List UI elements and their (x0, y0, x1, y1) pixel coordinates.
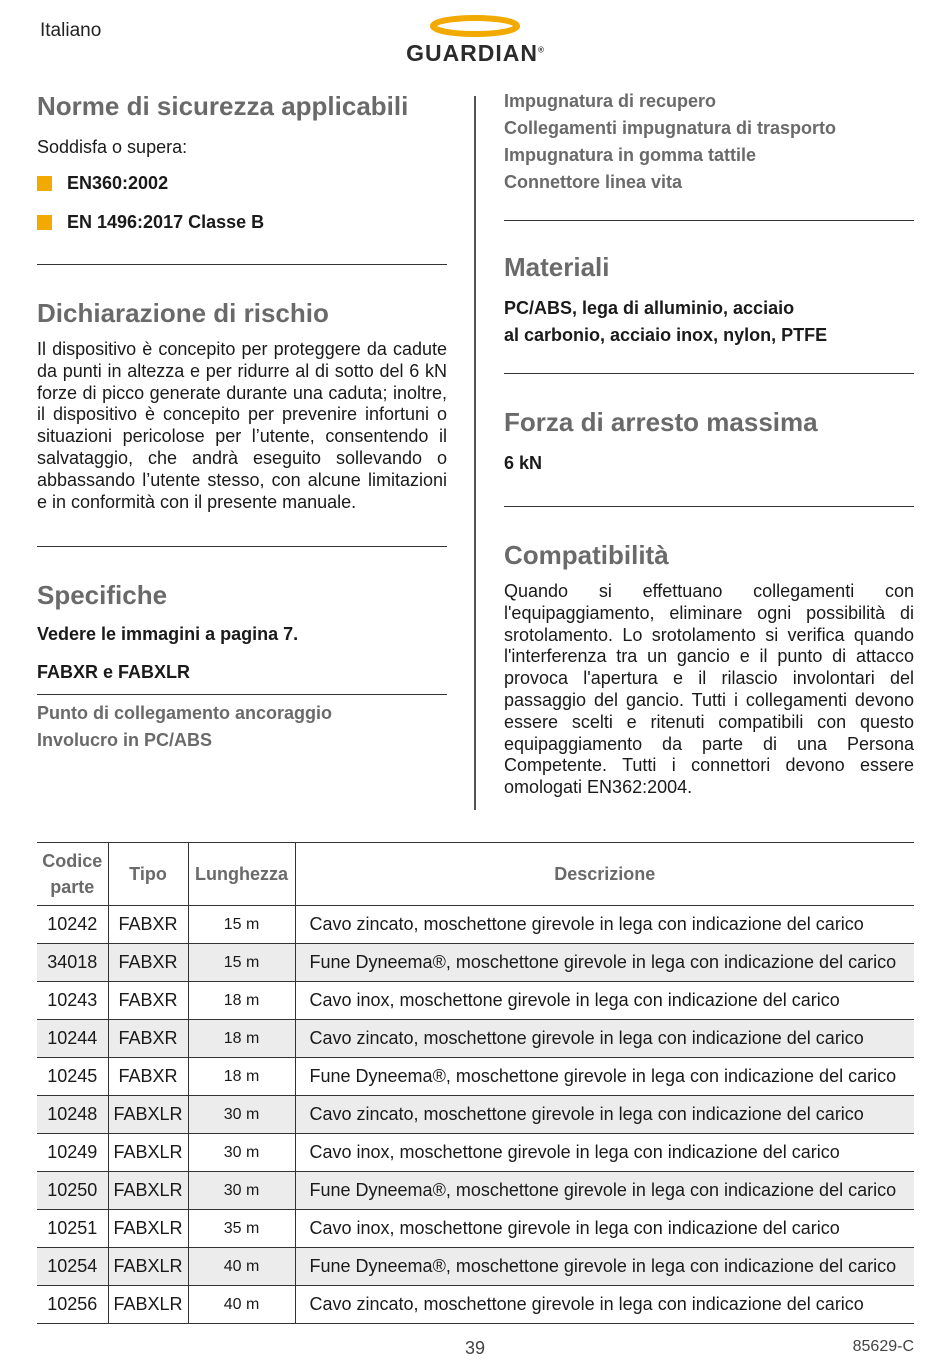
header-length: Lunghezza (188, 843, 295, 906)
bullet-square-icon (37, 215, 52, 230)
page-number: 39 (465, 1338, 486, 1358)
column-divider (474, 96, 476, 810)
part-code: 10249 (37, 1134, 108, 1172)
compat-text: Quando si effettuano collegamenti con l'equipaggiamento, eliminare ogni possibilità di srotolamento. Lo srotolamento si verifica quando l'interferenza tra un gancio e il punto di attacco provoca l'apertura e il rilascio involontari del passaggio del gancio. Tutti i collegamenti devono essere scelti e ritenuti compatibili con questo equipaggiamento da parte di una Persona Competente. Tutti i connettori devono essere omologati EN362:2004. (504, 581, 914, 798)
risk-title: Dichiarazione di rischio (37, 298, 329, 328)
section-divider (37, 264, 447, 265)
part-code: 10256 (37, 1286, 108, 1324)
table-row (37, 1096, 914, 1134)
feature-item: Impugnatura in gomma tattile (504, 145, 757, 165)
part-type: FABXLR (108, 1248, 188, 1286)
compat-title: Compatibilità (504, 540, 669, 570)
max-force-section (504, 406, 914, 474)
part-length: 15 m (188, 906, 295, 944)
specs-models: FABXR e FABXLR (37, 662, 191, 683)
section-divider (504, 220, 914, 221)
materials-line-2: al carbonio, acciaio inox, nylon, PTFE (504, 325, 828, 345)
bullet-square-icon (37, 176, 52, 191)
table-row (37, 1172, 914, 1210)
table-row (37, 1286, 914, 1324)
table-row (37, 1020, 914, 1058)
part-length: 30 m (188, 1096, 295, 1134)
section-divider (504, 373, 914, 374)
standards-section (37, 90, 447, 235)
table-row (37, 1134, 914, 1172)
part-description: Cavo zincato, moschettone girevole in lega con indicazione del carico (295, 1286, 914, 1324)
specs-see-images: Vedere le immagini a pagina 7. (37, 624, 299, 645)
header-part-code: Codice parte (42, 851, 103, 897)
table-row (37, 1210, 914, 1248)
part-code: 10254 (37, 1248, 108, 1286)
feature-list (37, 700, 447, 754)
standards-intro: Soddisfa o supera: (37, 137, 188, 157)
registered-mark: ® (538, 45, 544, 55)
part-length: 35 m (188, 1210, 295, 1248)
part-description: Cavo inox, moschettone girevole in lega con indicazione del carico (295, 982, 914, 1020)
document-code: 85629-C (852, 1338, 914, 1355)
part-length: 30 m (188, 1172, 295, 1210)
logo-swoosh-icon (428, 14, 522, 38)
left-column (37, 90, 447, 754)
part-code: 10243 (37, 982, 108, 1020)
part-description: Cavo zincato, moschettone girevole in lega con indicazione del carico (295, 1020, 914, 1058)
materials-section (504, 251, 914, 349)
table-row (37, 944, 914, 982)
part-type: FABXLR (108, 1096, 188, 1134)
part-code: 10248 (37, 1096, 108, 1134)
part-type: FABXR (108, 944, 188, 982)
part-type: FABXLR (108, 1286, 188, 1324)
max-force-value: 6 kN (504, 453, 543, 473)
specs-title: Specifiche (37, 580, 168, 611)
part-description: Cavo zincato, moschettone girevole in lega con indicazione del carico (295, 906, 914, 944)
standard-item: EN 1496:2017 Classe B (37, 209, 447, 235)
part-length: 18 m (188, 1058, 295, 1096)
table-row (37, 1248, 914, 1286)
right-column (504, 88, 914, 799)
part-type: FABXR (108, 906, 188, 944)
section-divider (37, 694, 447, 695)
part-description: Fune Dyneema®, moschettone girevole in lega con indicazione del carico (295, 1058, 914, 1096)
part-description: Fune Dyneema®, moschettone girevole in lega con indicazione del carico (295, 944, 914, 982)
part-code: 10251 (37, 1210, 108, 1248)
part-type: FABXR (108, 1058, 188, 1096)
table-row (37, 906, 914, 944)
part-length: 18 m (188, 982, 295, 1020)
part-code: 34018 (37, 944, 108, 982)
guardian-logo (384, 14, 566, 66)
feature-item: Involucro in PC/ABS (37, 730, 213, 751)
max-force-title: Forza di arresto massima (504, 407, 818, 437)
section-divider (504, 506, 914, 507)
materials-title: Materiali (504, 252, 610, 282)
brand-name: GUARDIAN (406, 40, 539, 66)
risk-section (37, 297, 447, 513)
table-row (37, 1058, 914, 1096)
standard-item: EN360:2002 (37, 170, 447, 196)
part-code: 10244 (37, 1020, 108, 1058)
feature-list-continued (504, 88, 914, 196)
part-length: 15 m (188, 944, 295, 982)
part-code: 10250 (37, 1172, 108, 1210)
part-description: Fune Dyneema®, moschettone girevole in lega con indicazione del carico (295, 1248, 914, 1286)
part-type: FABXR (108, 1020, 188, 1058)
part-description: Fune Dyneema®, moschettone girevole in lega con indicazione del carico (295, 1172, 914, 1210)
feature-item: Impugnatura di recupero (504, 91, 717, 111)
section-divider (37, 546, 447, 547)
table-row (37, 982, 914, 1020)
feature-item: Punto di collegamento ancoraggio (37, 703, 333, 724)
feature-item: Connettore linea vita (504, 172, 683, 192)
part-code: 10245 (37, 1058, 108, 1096)
part-type: FABXR (108, 982, 188, 1020)
part-type: FABXLR (108, 1134, 188, 1172)
parts-table (37, 842, 914, 1324)
part-length: 18 m (188, 1020, 295, 1058)
language-label: Italiano (40, 20, 102, 41)
part-description: Cavo inox, moschettone girevole in lega con indicazione del carico (295, 1210, 914, 1248)
compat-section (504, 539, 914, 799)
part-description: Cavo inox, moschettone girevole in lega con indicazione del carico (295, 1134, 914, 1172)
part-length: 30 m (188, 1134, 295, 1172)
part-description: Cavo zincato, moschettone girevole in lega con indicazione del carico (295, 1096, 914, 1134)
feature-item: Collegamenti impugnatura di trasporto (504, 118, 837, 138)
part-type: FABXLR (108, 1172, 188, 1210)
header-description: Descrizione (295, 843, 914, 906)
materials-line-1: PC/ABS, lega di alluminio, acciaio (504, 298, 795, 318)
specs-section (37, 579, 447, 754)
part-code: 10242 (37, 906, 108, 944)
part-length: 40 m (188, 1286, 295, 1324)
standards-title: Norme di sicurezza applicabili (37, 91, 409, 121)
header-type: Tipo (108, 843, 188, 906)
risk-text: Il dispositivo è concepito per proteggere da cadute da punti in altezza e per ridurre al di sotto del 6 kN forze di picco generate durante una caduta; inoltre, il dispositivo è concepito per prevenire infortuni o situazioni pericolose per l’utente, consentendo il salvataggio, che andrà eseguito sollevando o abbassando l’utente stesso, con alcune limitazioni e in conformità con il presente manuale. (37, 339, 447, 512)
table-header-row (37, 843, 914, 906)
part-length: 40 m (188, 1248, 295, 1286)
part-type: FABXLR (108, 1210, 188, 1248)
